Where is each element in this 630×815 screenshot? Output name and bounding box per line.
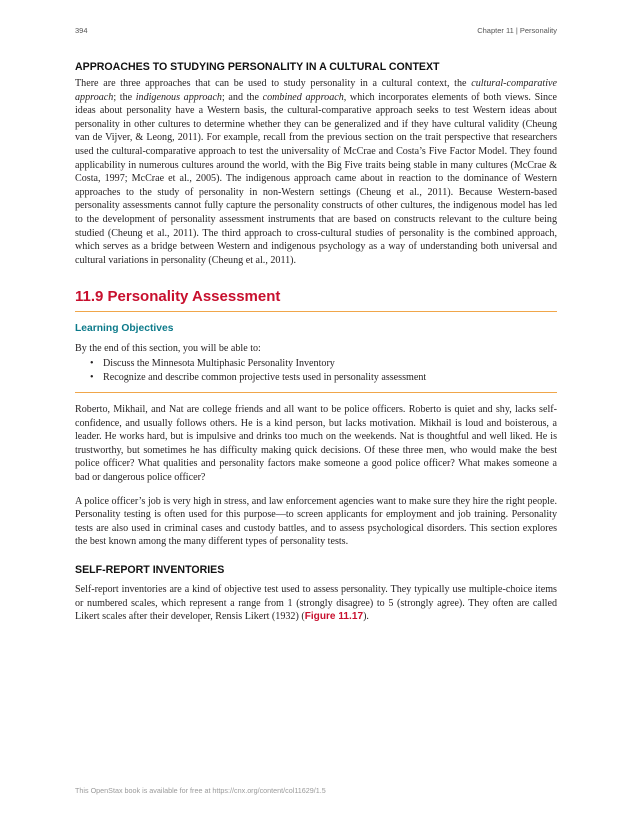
personality-testing-paragraph: A police officer’s job is very high in stress, and law enforcement agencies want to make sure they hire the right people. Personality testing is often used for this purpose—to screen applicants for employment and job training. Personality tests are also used in criminal cases and custody battles, and to assess psychological disorders. This section explores the best known among the many different types of personality tests.	[75, 495, 557, 548]
page-content	[75, 54, 557, 624]
self-report-heading: SELF-REPORT INVENTORIES	[75, 564, 225, 577]
approaches-paragraph: There are three approaches that can be used to study personality in a cultural context, the cultural-comparative approach; the indigenous approach; and the combined approach, which incorporates elements of both views. Since ideas about personality have a Western basis, the cultural-comparative approach seeks to test Western ideas about personality in other cultures to determine whether they can be generalized and if they have cultural validity (Cheung van de Vijver, & Leong, 2011). For example, recall from the previous section on the trait perspective that researchers used the cultural-comparative approach to test the universality of McCrae and Costa’s Five Factor Model. They found applicability in numerous cultures around the world, with the Big Five traits being stable in many cultures (McCrae & Costa, 1997; McCrae et al., 2005). The indigenous approach came about in reaction to the dominance of Western approaches to the study of personality in non-Western settings (Cheung et al., 2011). Because Western-based personality assessments cannot fully capture the personality constructs of other cultures, the indigenous model has led to the development of personality assessment instruments that are based on constructs relevant to the culture being studied (Cheung et al., 2011). The third approach to cross-cultural studies of personality is the combined approach, which serves as a bridge between Western and indigenous psychology as a way of understanding both universal and cultural variations in personality (Cheung et al., 2011).	[75, 78, 557, 266]
police-intro-paragraph: Roberto, Mikhail, and Nat are college friends and all want to be police officers. Roberto is quiet and shy, lacks self-confidence, and usually follows others. He is a kind person, but lacks motivation. Mikhail is loud and boisterous, a leader. He works hard, but is impulsive and drinks too much on the weekends. Nat is thoughtful and well liked. He is trustworthy, but sometimes he has difficulty making quick decisions. Of these three men, who would make the best police officer? What qualities and personality factors make someone a good police officer? What makes someone a bad or dangerous police officer?	[75, 404, 557, 484]
learning-objectives-list	[75, 357, 557, 384]
footer-note: This OpenStax book is available for free at https://cnx.org/content/col11629/1.5	[75, 786, 326, 795]
learning-objectives-intro: By the end of this section, you will be able to:	[75, 343, 261, 355]
section-title: 11.9 Personality Assessment	[75, 288, 557, 312]
self-report-paragraph: Self-report inventories are a kind of objective test used to assess personality. They typically use multiple-choice items or numbered scales, which represent a range from 1 (strongly disagree) to 5 (strongly agree). They often are called Likert scales after their developer, Rensis Likert (1932) (Figure 11.17).	[75, 584, 557, 623]
list-item: • Recognize and describe common projective tests used in personality assessment	[103, 371, 557, 385]
figure-link[interactable]: Figure 11.17	[304, 611, 364, 623]
approaches-heading: APPROACHES TO STUDYING PERSONALITY IN A CULTURAL CONTEXT	[75, 61, 440, 73]
term-cultural-comparative: cultural-comparative approach	[75, 78, 557, 103]
page-number: 394	[75, 26, 88, 35]
term-combined: combined approach	[262, 91, 344, 103]
learning-objectives-box	[75, 323, 557, 393]
learning-objectives-title: Learning Objectives	[75, 323, 174, 335]
term-indigenous: indigenous approach	[135, 91, 222, 103]
chapter-label: Chapter 11 | Personality	[477, 26, 557, 35]
list-item: • Discuss the Minnesota Multiphasic Personality Inventory	[103, 357, 557, 371]
